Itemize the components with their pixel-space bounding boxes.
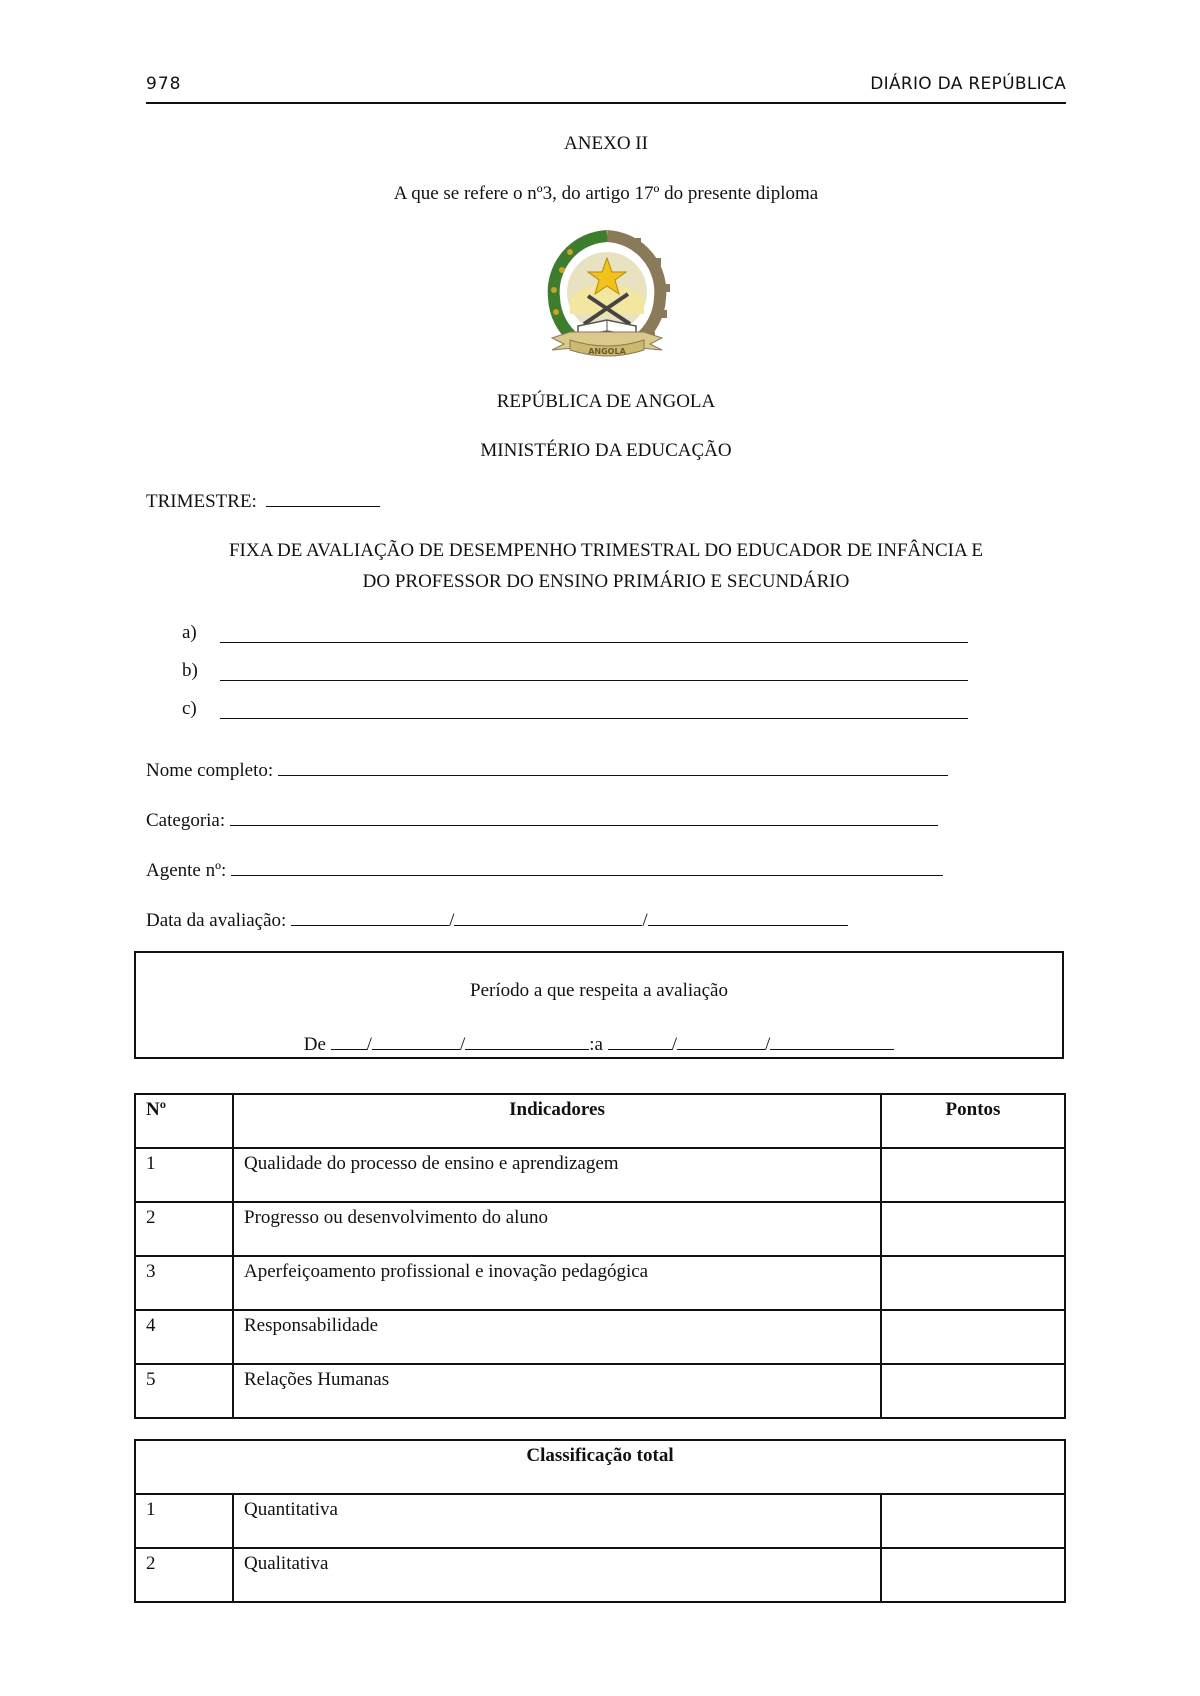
from-month-line[interactable]	[372, 1033, 460, 1050]
row-points-cell[interactable]	[881, 1256, 1065, 1310]
nome-label: Nome completo:	[146, 760, 274, 781]
table-row	[135, 1256, 1065, 1310]
table-row	[135, 1310, 1065, 1364]
trimestre-label: TRIMESTRE:	[146, 491, 257, 512]
row-classification: Qualitativa	[233, 1548, 881, 1602]
data-label: Data da avaliação:	[146, 910, 287, 931]
agente-label: Agente nº:	[146, 860, 227, 881]
header-points: Pontos	[881, 1094, 1065, 1148]
classification-table	[134, 1439, 1066, 1603]
row-number: 3	[135, 1256, 233, 1310]
period-box	[134, 951, 1064, 1059]
to-year-line[interactable]	[770, 1033, 894, 1050]
table-header-row	[135, 1094, 1065, 1148]
header-number: Nº	[135, 1094, 233, 1148]
row-points-cell[interactable]	[881, 1202, 1065, 1256]
data-field: Data da avaliação: / /	[146, 907, 848, 932]
period-to-label: :a	[589, 1034, 603, 1055]
angola-emblem	[540, 228, 674, 368]
ministry-heading: MINISTÉRIO DA EDUCAÇÃO	[480, 440, 732, 461]
data-month-line[interactable]	[454, 907, 642, 926]
item-line-a	[182, 620, 982, 658]
trimestre-field	[146, 490, 380, 513]
data-day-line[interactable]	[291, 907, 449, 926]
table-row	[135, 1548, 1065, 1602]
period-title: Período a que respeita a avaliação	[470, 980, 728, 1001]
categoria-input-line[interactable]	[230, 807, 938, 826]
annex-title: ANEXO II	[564, 133, 648, 154]
trimestre-input-line[interactable]	[266, 490, 380, 507]
row-classification: Quantitativa	[233, 1494, 881, 1548]
coat-of-arms-icon	[540, 228, 674, 368]
row-number: 2	[135, 1202, 233, 1256]
row-number: 2	[135, 1548, 233, 1602]
row-value-cell[interactable]	[881, 1548, 1065, 1602]
classification-title: Classificação total	[135, 1440, 1065, 1494]
row-indicator: Progresso ou desenvolvimento do aluno	[233, 1202, 881, 1256]
form-title-line1: FIXA DE AVALIAÇÃO DE DESEMPENHO TRIMESTRAL DO EDUCADOR DE INFÂNCIA E	[228, 540, 984, 561]
indicators-table	[134, 1093, 1066, 1419]
emblem-label: ANGOLA	[588, 347, 626, 356]
republic-heading: REPÚBLICA DE ANGOLA	[496, 391, 716, 412]
agente-field	[146, 857, 943, 882]
page-number: 978	[146, 74, 182, 94]
item-lines	[182, 620, 982, 734]
item-input-line[interactable]	[220, 642, 968, 643]
period-dates: De / / :a / /	[136, 1033, 1062, 1056]
table-row	[135, 1494, 1065, 1548]
categoria-field	[146, 807, 938, 832]
table-row	[135, 1364, 1065, 1418]
row-number: 4	[135, 1310, 233, 1364]
form-title-line2: DO PROFESSOR DO ENSINO PRIMÁRIO E SECUNDÁRIO	[362, 571, 850, 592]
item-input-line[interactable]	[220, 718, 968, 719]
item-line-c	[182, 696, 982, 734]
period-from-label: De	[303, 1034, 326, 1055]
data-year-line[interactable]	[648, 907, 848, 926]
page-header	[146, 72, 1066, 104]
item-label: c)	[182, 698, 197, 719]
row-indicator: Relações Humanas	[233, 1364, 881, 1418]
row-indicator: Qualidade do processo de ensino e aprendizagem	[233, 1148, 881, 1202]
row-number: 1	[135, 1148, 233, 1202]
row-indicator: Responsabilidade	[233, 1310, 881, 1364]
row-points-cell[interactable]	[881, 1364, 1065, 1418]
row-value-cell[interactable]	[881, 1494, 1065, 1548]
item-label: b)	[182, 660, 198, 681]
row-points-cell[interactable]	[881, 1310, 1065, 1364]
from-day-line[interactable]	[331, 1033, 367, 1050]
item-line-b	[182, 658, 982, 696]
row-indicator: Aperfeiçoamento profissional e inovação pedagógica	[233, 1256, 881, 1310]
to-month-line[interactable]	[677, 1033, 765, 1050]
categoria-label: Categoria:	[146, 810, 226, 831]
nome-input-line[interactable]	[278, 757, 948, 776]
to-day-line[interactable]	[608, 1033, 672, 1050]
item-label: a)	[182, 622, 197, 643]
agente-input-line[interactable]	[231, 857, 943, 876]
row-number: 5	[135, 1364, 233, 1418]
from-year-line[interactable]	[465, 1033, 589, 1050]
row-number: 1	[135, 1494, 233, 1548]
reference-line: A que se refere o nº3, do artigo 17º do presente diploma	[393, 183, 819, 204]
item-input-line[interactable]	[220, 680, 968, 681]
nome-field	[146, 757, 948, 782]
header-indicators: Indicadores	[233, 1094, 881, 1148]
table-row	[135, 1202, 1065, 1256]
table-row	[135, 1148, 1065, 1202]
publication-title: DIÁRIO DA REPÚBLICA	[870, 74, 1066, 94]
row-points-cell[interactable]	[881, 1148, 1065, 1202]
classification-header-row	[135, 1440, 1065, 1494]
